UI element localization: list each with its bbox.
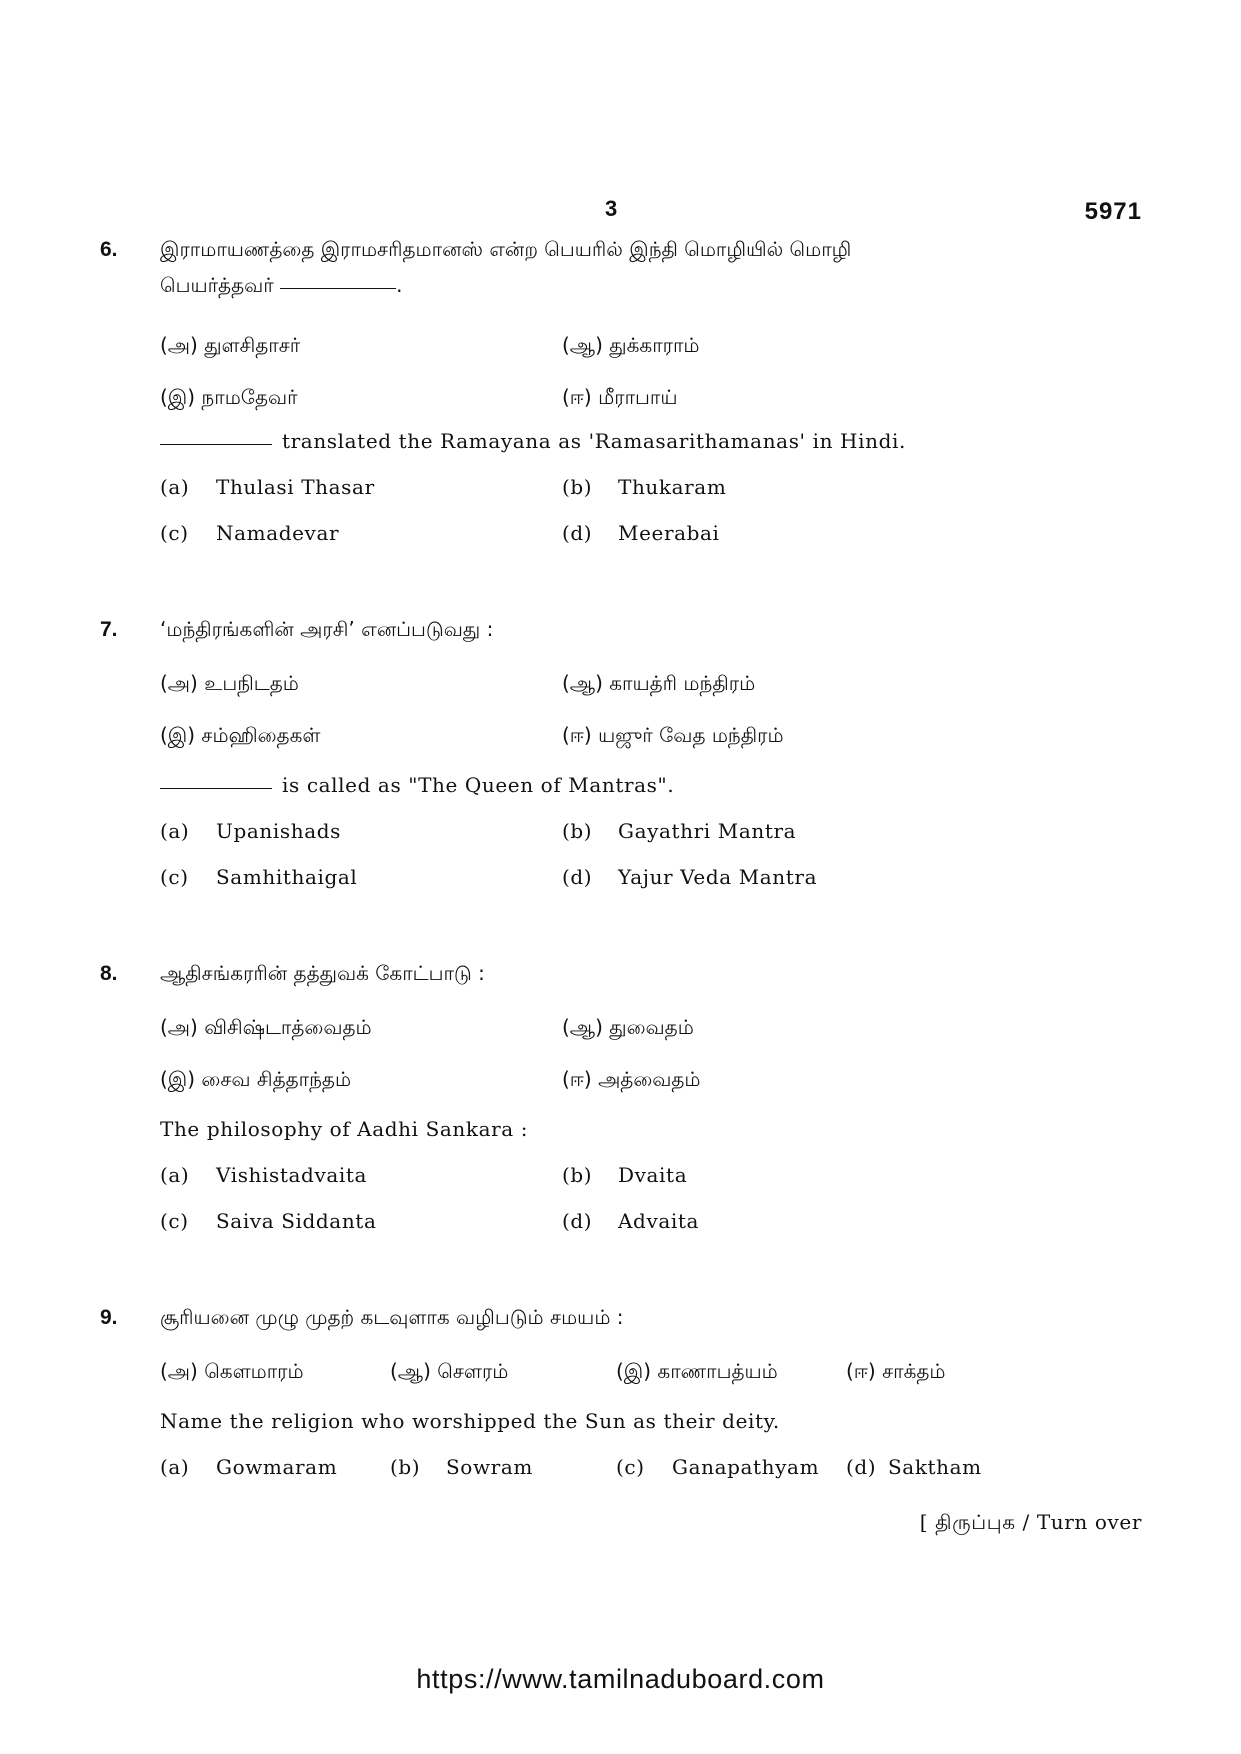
option-text: Meerabai (618, 521, 720, 545)
tamil-option-a (160, 1354, 304, 1388)
option-label: (ஈ) (562, 1067, 592, 1091)
option-label: (ஆ) (562, 1015, 603, 1039)
option-label: (c) (616, 1455, 645, 1479)
option-label: (a) (160, 475, 190, 499)
answer-blank (160, 787, 272, 789)
english-option-d (846, 1455, 982, 1479)
option-label: (ஆ) (562, 333, 603, 357)
option-label: (ஈ) (846, 1359, 876, 1383)
option-label: (a) (160, 1163, 190, 1187)
english-option-d (562, 521, 720, 545)
english-option-c (160, 521, 339, 545)
question-tamil: ஆதிசங்கரரின் தத்துவக் கோட்பாடு : (160, 961, 485, 985)
option-text: Gowmaram (216, 1455, 338, 1479)
english-option-a (160, 475, 375, 499)
page-number: 3 (605, 196, 618, 221)
tamil-option-b (562, 328, 700, 362)
paper-code: 5971 (1084, 198, 1142, 225)
option-text: Samhithaigal (216, 865, 358, 889)
answer-blank (280, 287, 396, 289)
option-label: (d) (562, 1209, 593, 1233)
tamil-option-c (160, 1062, 351, 1096)
option-label: (d) (562, 521, 593, 545)
question-tamil-line2: பெயர்த்தவர் . (160, 273, 403, 297)
english-option-d (562, 1209, 699, 1233)
tamil-option-b (562, 666, 755, 700)
option-label: (ஆ) (562, 671, 603, 695)
option-text: Thukaram (618, 475, 727, 499)
option-label: (அ) (160, 1015, 198, 1039)
question-number: 6. (100, 238, 118, 261)
tamil-option-d (562, 718, 784, 752)
option-label: (ஈ) (562, 385, 592, 409)
tamil-option-c (160, 380, 298, 414)
tamil-option-c (616, 1354, 778, 1388)
option-text: Saiva Siddanta (216, 1209, 377, 1233)
option-label: (a) (160, 1455, 190, 1479)
tamil-option-d (562, 380, 678, 414)
option-text: Upanishads (216, 819, 341, 843)
option-label: (b) (562, 475, 593, 499)
option-text: Vishistadvaita (216, 1163, 368, 1187)
option-text: Dvaita (618, 1163, 688, 1187)
option-label: (ஆ) (390, 1359, 431, 1383)
question-tamil-line1: இராமாயணத்தை இராமசரிதமானஸ் என்ற பெயரில் இந்தி மொழியில் மொழி (160, 237, 852, 261)
option-label: (இ) (160, 1067, 196, 1091)
question-tamil-line2-text: பெயர்த்தவர் (160, 273, 274, 297)
option-label: (c) (160, 865, 189, 889)
option-label: (அ) (160, 333, 198, 357)
tamil-option-d (562, 1062, 701, 1096)
option-label: (இ) (160, 723, 196, 747)
tamil-option-a (160, 666, 299, 700)
tamil-option-b (562, 1010, 694, 1044)
option-text: சாக்தம் (882, 1359, 946, 1383)
option-label: (d) (562, 865, 593, 889)
option-text: Sowram (446, 1455, 533, 1479)
question-english (160, 429, 906, 453)
option-label: (அ) (160, 1359, 198, 1383)
tamil-option-a (160, 1010, 372, 1044)
option-text: Ganapathyam (672, 1455, 820, 1479)
option-label: (a) (160, 819, 190, 843)
question-number: 7. (100, 618, 118, 641)
option-text: சௌரம் (437, 1359, 509, 1383)
question-english (160, 773, 674, 797)
question-english: Name the religion who worshipped the Sun as their deity. (160, 1409, 780, 1433)
option-text: உபநிடதம் (204, 671, 299, 695)
option-text: Advaita (618, 1209, 700, 1233)
option-text: சம்ஹிதைகள் (201, 723, 321, 747)
option-text: காயத்ரி மந்திரம் (609, 671, 756, 695)
question-english: The philosophy of Aadhi Sankara : (160, 1117, 529, 1141)
option-text: யஜுர் வேத மந்திரம் (598, 723, 784, 747)
option-label: (அ) (160, 671, 198, 695)
tamil-option-d (846, 1354, 946, 1388)
english-option-a (160, 1455, 337, 1479)
option-label: (c) (160, 521, 189, 545)
option-text: துவைதம் (609, 1015, 694, 1039)
english-option-c (616, 1455, 819, 1479)
option-text: நாமதேவர் (201, 385, 298, 409)
english-option-d (562, 865, 817, 889)
option-text: Saktham (888, 1455, 982, 1479)
option-text: அத்வைதம் (598, 1067, 701, 1091)
option-label: (d) (846, 1455, 877, 1479)
option-label: (இ) (160, 385, 196, 409)
tamil-option-b (390, 1354, 508, 1388)
option-label: (b) (562, 1163, 593, 1187)
english-option-b (562, 819, 796, 843)
option-text: Yajur Veda Mantra (618, 865, 818, 889)
english-option-b (390, 1455, 533, 1479)
tamil-option-a (160, 328, 300, 362)
option-text: Namadevar (216, 521, 340, 545)
english-option-b (562, 1163, 687, 1187)
option-label: (ஈ) (562, 723, 592, 747)
option-text: விசிஷ்டாத்வைதம் (204, 1015, 372, 1039)
option-text: Gayathri Mantra (618, 819, 797, 843)
option-text: துக்காராம் (609, 333, 700, 357)
option-label: (இ) (616, 1359, 652, 1383)
option-text: துளசிதாசர் (204, 333, 301, 357)
turn-over-note: [ திருப்புக / Turn over (919, 1510, 1142, 1534)
english-option-a (160, 819, 341, 843)
question-tamil: சூரியனை முழு முதற் கடவுளாக வழிபடும் சமயம் : (160, 1305, 624, 1329)
english-option-a (160, 1163, 367, 1187)
question-tamil: ‘மந்திரங்களின் அரசி’ எனப்படுவது : (160, 617, 494, 641)
question-number: 8. (100, 962, 118, 985)
tamil-option-c (160, 718, 320, 752)
option-label: (b) (390, 1455, 421, 1479)
option-text: சைவ சித்தாந்தம் (201, 1067, 352, 1091)
option-text: காணாபத்யம் (657, 1359, 778, 1383)
option-label: (c) (160, 1209, 189, 1233)
question-number: 9. (100, 1306, 118, 1329)
question-english-text: is called as "The Queen of Mantras". (282, 773, 675, 797)
footer-url: https://www.tamilnaduboard.com (416, 1664, 825, 1694)
english-option-c (160, 1209, 376, 1233)
english-option-c (160, 865, 357, 889)
option-text: Thulasi Thasar (216, 475, 375, 499)
option-text: கௌமாரம் (204, 1359, 304, 1383)
answer-blank (160, 443, 272, 445)
option-text: மீராபாய் (598, 385, 678, 409)
option-label: (b) (562, 819, 593, 843)
english-option-b (562, 475, 726, 499)
question-english-text: translated the Ramayana as 'Ramasarithamanas' in Hindi. (282, 429, 906, 453)
